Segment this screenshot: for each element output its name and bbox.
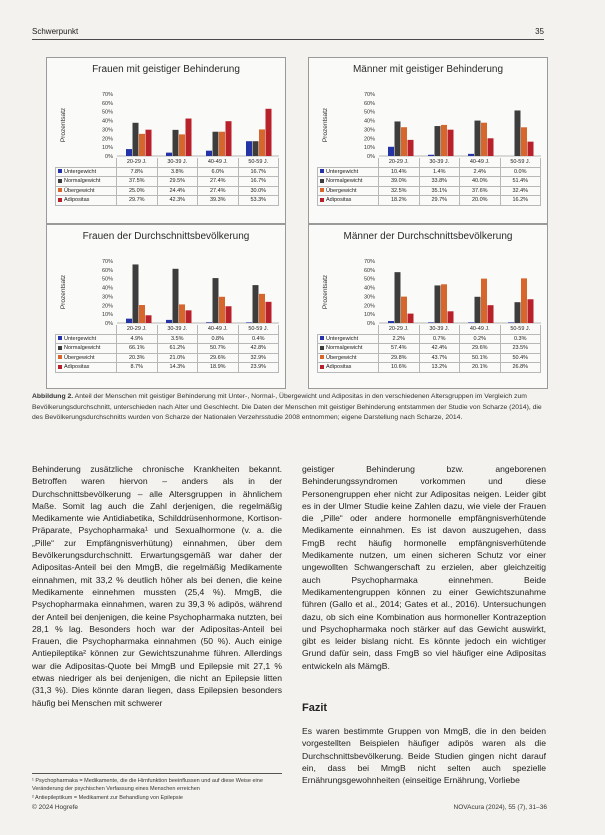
legend-label: Normalgewicht <box>326 345 363 352</box>
table-corner <box>56 158 117 167</box>
table-corner <box>318 325 379 334</box>
footer-citation: NOVAcura (2024), 55 (7), 31–36 <box>453 804 547 811</box>
y-tick-label: 60% <box>363 100 375 107</box>
footnotes <box>32 773 282 803</box>
data-label: 0.8% <box>198 334 239 344</box>
legend-swatch <box>58 198 62 202</box>
data-label: 20.1% <box>460 363 501 373</box>
data-label: 29.7% <box>117 196 158 206</box>
data-label: 61.2% <box>157 344 198 354</box>
data-label: 0.7% <box>419 334 460 344</box>
data-label: 7.8% <box>117 167 158 177</box>
data-label: 23.5% <box>500 344 541 354</box>
data-label: 0.4% <box>238 334 279 344</box>
bar-normalgewicht <box>213 132 219 156</box>
legend-label: Normalgewicht <box>64 178 101 185</box>
legend-entry <box>318 353 379 363</box>
data-label: 23.9% <box>238 363 279 373</box>
bar-untergewicht <box>468 322 474 323</box>
bar-untergewicht <box>206 151 212 156</box>
section-title: Schwerpunkt <box>32 27 79 36</box>
data-label: 37.5% <box>117 177 158 187</box>
bar-übergewicht <box>259 294 265 323</box>
legend-label: Normalgewicht <box>326 178 363 185</box>
legend-swatch <box>58 346 62 350</box>
data-label: 0.0% <box>500 167 541 177</box>
category-label: 40-49 J. <box>460 158 501 167</box>
data-label: 4.9% <box>117 334 158 344</box>
y-tick-label: 30% <box>101 127 113 134</box>
legend-entry <box>56 186 117 196</box>
bar-übergewicht <box>139 134 145 156</box>
table-row <box>56 167 279 177</box>
y-tick-label: 20% <box>363 303 375 310</box>
table-row <box>56 196 279 206</box>
data-label: 42.8% <box>238 344 279 354</box>
legend-label: Übergewicht <box>326 354 357 361</box>
bar-übergewicht <box>139 305 145 323</box>
category-label: 50-59 J. <box>238 158 279 167</box>
bar-normalgewicht <box>435 126 441 156</box>
legend-label: Übergewicht <box>326 187 357 194</box>
data-label: 16.7% <box>238 177 279 187</box>
chart-men-disability <box>308 57 548 224</box>
legend-entry <box>56 353 117 363</box>
legend-label: Normalgewicht <box>64 345 101 352</box>
legend-label: Adipositas <box>326 364 352 371</box>
data-label: 10.6% <box>379 363 420 373</box>
data-label: 29.7% <box>419 196 460 206</box>
legend-entry <box>56 177 117 187</box>
bar-übergewicht <box>401 127 407 156</box>
y-tick-label: 50% <box>101 109 113 116</box>
data-label: 42.4% <box>419 344 460 354</box>
data-label: 25.0% <box>117 186 158 196</box>
category-label: 40-49 J. <box>198 325 239 334</box>
data-label: 27.4% <box>198 186 239 196</box>
legend-entry <box>318 196 379 206</box>
bar-normalgewicht <box>475 297 481 323</box>
caption-text: Anteil der Menschen mit geistiger Behinderung mit Unter-, Normal-, Übergewicht und Adipositas in den verschiedenen Altersgruppen im Vergleich zum Bevölkerungsdurchschnitt, unterschieden nach Alter und Geschlecht. Die Daten der Menschen mit geistiger Behinderung entstammen der Studie von Scharze (2014), die des Bevölkerungsdurchschnitts wurden von Scharze der Nationalen Verzehrsstudie 2008 entnommen; eigene Darstellung nach Scharze, 2014. <box>32 393 542 421</box>
table-row <box>318 363 541 373</box>
bar-normalgewicht <box>173 269 179 323</box>
y-tick-label: 50% <box>363 276 375 283</box>
legend-label: Untergewicht <box>64 335 97 342</box>
bar-normalgewicht <box>395 272 401 323</box>
data-label: 66.1% <box>117 344 158 354</box>
legend-swatch <box>58 365 62 369</box>
bar-normalgewicht <box>395 121 401 156</box>
chart-data-table <box>55 325 279 373</box>
y-tick-label: 10% <box>363 312 375 319</box>
data-label: 10.4% <box>379 167 420 177</box>
bar-untergewicht <box>126 149 132 156</box>
table-row <box>318 344 541 354</box>
data-label: 50.7% <box>198 344 239 354</box>
bar-übergewicht <box>521 278 527 323</box>
footer-copyright: © 2024 Hogrefe <box>32 804 78 811</box>
bar-untergewicht <box>206 322 212 323</box>
legend-label: Adipositas <box>64 364 90 371</box>
bar-normalgewicht <box>253 285 259 323</box>
data-label: 33.8% <box>419 177 460 187</box>
bar-normalgewicht <box>173 130 179 156</box>
table-row <box>56 363 279 373</box>
chart-title: Frauen der Durchschnittsbevölkerung <box>82 231 250 242</box>
bar-adipositas <box>146 130 152 156</box>
data-label: 39.0% <box>379 177 420 187</box>
y-tick-label: 60% <box>101 100 113 107</box>
bar-adipositas <box>186 310 192 323</box>
data-label: 0.3% <box>500 334 541 344</box>
legend-swatch <box>320 355 324 359</box>
data-label: 27.4% <box>198 177 239 187</box>
y-tick-label: 70% <box>101 259 113 265</box>
table-row <box>318 167 541 177</box>
category-label: 50-59 J. <box>500 325 541 334</box>
bar-normalgewicht <box>435 285 441 323</box>
y-tick-label: 20% <box>101 303 113 310</box>
legend-swatch <box>320 365 324 369</box>
chart-plot <box>47 58 285 168</box>
table-row <box>56 334 279 344</box>
data-label: 13.2% <box>419 363 460 373</box>
bar-adipositas <box>528 299 534 323</box>
y-tick-label: 0% <box>105 321 113 327</box>
data-label: 40.0% <box>460 177 501 187</box>
bar-normalgewicht <box>515 302 521 323</box>
legend-label: Adipositas <box>326 197 352 204</box>
bar-übergewicht <box>481 279 487 323</box>
bar-untergewicht <box>428 155 434 156</box>
data-label: 26.8% <box>500 363 541 373</box>
legend-swatch <box>320 346 324 350</box>
section-heading-fazit: Fazit <box>302 702 328 714</box>
legend-entry <box>56 196 117 206</box>
table-row <box>318 334 541 344</box>
y-tick-label: 50% <box>363 109 375 116</box>
data-label: 53.3% <box>238 196 279 206</box>
legend-label: Adipositas <box>64 197 90 204</box>
data-label: 32.9% <box>238 353 279 363</box>
body-paragraph: Es waren bestimmte Gruppen von MmgB, die in den beiden vorgestellten Beispielen häufiger adipös waren als die Durchschnittsbevölkerung. Beide Studien gingen nicht darauf ein, dass bei MmgB nicht selten auch spezielle Ernährungsgewohnheiten (einseitige Ernährung, Vorliebe <box>302 726 546 786</box>
legend-label: Übergewicht <box>64 187 95 194</box>
footnote: ¹ Psychopharmaka = Medikamente, die die Hirnfunktion beeinflussen und auf diese Weise eine Veränderung der psychischen Verfassung eines Menschen erreichen <box>32 778 263 792</box>
bar-adipositas <box>448 311 454 323</box>
legend-swatch <box>320 336 324 340</box>
y-tick-label: 30% <box>363 294 375 301</box>
chart-men-population <box>308 224 548 389</box>
y-tick-label: 10% <box>363 145 375 152</box>
data-label: 51.4% <box>500 177 541 187</box>
data-label: 35.1% <box>419 186 460 196</box>
y-tick-label: 60% <box>363 267 375 274</box>
y-tick-label: 20% <box>101 136 113 143</box>
table-row <box>56 177 279 187</box>
bar-adipositas <box>408 314 414 323</box>
y-axis-label: Prozentsatz <box>60 107 67 143</box>
running-header <box>32 27 544 40</box>
bar-normalgewicht <box>253 141 259 156</box>
bar-übergewicht <box>179 304 185 323</box>
figure-caption <box>32 392 544 424</box>
bar-normalgewicht <box>133 123 139 156</box>
bar-adipositas <box>226 121 232 156</box>
data-label: 50.4% <box>500 353 541 363</box>
bar-übergewicht <box>219 297 225 323</box>
category-label: 20-29 J. <box>379 325 420 334</box>
bar-untergewicht <box>428 322 434 323</box>
legend-entry <box>56 167 117 177</box>
data-label: 30.0% <box>238 186 279 196</box>
y-tick-label: 30% <box>363 127 375 134</box>
body-column-right-fazit <box>302 725 546 786</box>
legend-label: Untergewicht <box>326 168 359 175</box>
table-row <box>56 353 279 363</box>
y-tick-label: 50% <box>101 276 113 283</box>
legend-label: Übergewicht <box>64 354 95 361</box>
bar-untergewicht <box>166 320 172 323</box>
bar-normalgewicht <box>475 121 481 156</box>
data-label: 29.6% <box>198 353 239 363</box>
data-label: 21.0% <box>157 353 198 363</box>
category-label: 20-29 J. <box>117 325 158 334</box>
body-paragraph: Behinderung zusätzliche chronische Krankheiten bekannt. Betroffen waren hiervon – anders als in der Durchschnittsbevölkerung – alle Altersgruppen in ähnlichem Maße. Somit lag auch die Zahl derjenigen, die regelmäßig Medikamente wie Antidiabetika, Schilddrüsenhormone, Kortison-Präparate, Psychopharmaka¹ und Sexualhormone (v. a. die „Pille“ zur Empfängnisverhütung) einnahmen, über dem Bevölkerungsdurchschnitt. Erwartungsgemäß war daher der Adipositas-Anteil bei den MmgB, die regelmäßig Medikamente einnahmen, mit 33,2 % deutlich höher als bei denen, die keine Medikamente einnehmen mussten (25,4 %). MmgB, die Psychopharmaka einnahmen, waren zu 39,3 % adipös, während der Anteil bei denjenigen, die keine Psychopharmaka nutzten, bei 28,1 % lag. Besonders hoch war der Adipositas-Anteil bei Frauen, die Psychopharmaka einnahmen (50 %). Auch einige Antiepileptika² können zur Gewichtszunahme führen. Allerdings war die Adipositas-Quote bei MmgB und Epilepsie mit 27,1 % etwas niedriger als bei denjenigen, die nicht an Epilepsie litten (31,3 %). Dies könnte daran liegen, dass Epilepsien besonders häufig bei Menschen mit schwerer <box>32 464 282 708</box>
table-corner <box>318 158 379 167</box>
body-paragraph: geistiger Behinderung bzw. angeborenen Behinderungssyndromen vorkommen und diese Personengruppen eher nicht zur Adipositas neigen. Leider gibt es in der Ulmer Studie keine Zahlen dazu, wie viele der Frauen die „Pille“ oder andere hormonelle empfängnisverhütende Medikamente einnahmen. Es ist davon auszugehen, dass FmgB recht häufig hormonelle empfängnisverhütende Medikamente nutzen, um einen sicheren Schutz vor einer ungewollten Schwangerschaft zu erzielen, aber gleichzeitig auch Psychopharmaka einnehmen. Beide Medikamentengruppen können zu einer Gewichtszunahme führen (Gallo et al., 2014; Gates et al., 2016). Untersuchungen dazu, ob sich eine Kombination aus hormoneller Kontrazeption und Psychopharmaka noch stärker auf das Gewicht auswirkt, gibt es leider bislang nicht. Es könnte jedoch ein wichtiger Grund dafür sein, dass FmgB so viel häufiger eine Adipositas entwickeln als MämgB. <box>302 464 546 671</box>
y-tick-label: 40% <box>363 285 375 292</box>
table-row <box>318 177 541 187</box>
data-label: 50.1% <box>460 353 501 363</box>
y-tick-label: 10% <box>101 312 113 319</box>
table-corner <box>56 325 117 334</box>
legend-swatch <box>320 188 324 192</box>
bar-adipositas <box>266 302 272 323</box>
y-tick-label: 70% <box>101 92 113 98</box>
legend-entry <box>318 177 379 187</box>
data-label: 1.4% <box>419 167 460 177</box>
category-label: 30-39 J. <box>157 158 198 167</box>
y-axis-label: Prozentsatz <box>322 107 329 143</box>
body-column-left <box>32 463 282 709</box>
y-axis-label: Prozentsatz <box>60 274 67 310</box>
table-row <box>318 186 541 196</box>
category-label: 40-49 J. <box>460 325 501 334</box>
data-label: 16.2% <box>500 196 541 206</box>
table-row <box>318 196 541 206</box>
data-label: 18.2% <box>379 196 420 206</box>
bar-untergewicht <box>166 153 172 156</box>
bar-adipositas <box>448 130 454 156</box>
data-label: 14.3% <box>157 363 198 373</box>
legend-swatch <box>320 198 324 202</box>
bar-normalgewicht <box>133 264 139 323</box>
legend-entry <box>318 334 379 344</box>
category-label: 30-39 J. <box>419 158 460 167</box>
legend-label: Untergewicht <box>326 335 359 342</box>
data-label: 20.3% <box>117 353 158 363</box>
bar-übergewicht <box>521 127 527 156</box>
table-row <box>56 344 279 354</box>
bar-normalgewicht <box>515 110 521 156</box>
y-tick-label: 40% <box>363 118 375 125</box>
chart-plot <box>47 225 285 335</box>
data-label: 57.4% <box>379 344 420 354</box>
legend-entry <box>56 344 117 354</box>
footnote: ² Antiepileptikum = Medikament zur Behandlung von Epilepsie <box>32 795 183 801</box>
bar-adipositas <box>488 305 494 323</box>
bar-adipositas <box>186 119 192 156</box>
bar-übergewicht <box>401 297 407 323</box>
bar-untergewicht <box>388 147 394 156</box>
bar-untergewicht <box>246 322 252 323</box>
bar-adipositas <box>146 315 152 323</box>
data-label: 16.7% <box>238 167 279 177</box>
category-label: 30-39 J. <box>157 325 198 334</box>
bar-adipositas <box>488 138 494 156</box>
bar-übergewicht <box>481 123 487 156</box>
chart-title: Männer der Durchschnittsbevölkerung <box>343 231 513 242</box>
bar-adipositas <box>266 109 272 156</box>
data-label: 29.6% <box>460 344 501 354</box>
bar-übergewicht <box>219 132 225 156</box>
bar-untergewicht <box>126 319 132 323</box>
legend-entry <box>56 334 117 344</box>
table-row <box>56 186 279 196</box>
data-label: 20.0% <box>460 196 501 206</box>
body-column-right <box>302 463 546 672</box>
data-label: 3.8% <box>157 167 198 177</box>
legend-swatch <box>58 188 62 192</box>
data-label: 29.8% <box>379 353 420 363</box>
legend-entry <box>318 363 379 373</box>
bar-übergewicht <box>441 284 447 323</box>
bar-übergewicht <box>259 129 265 156</box>
y-tick-label: 70% <box>363 92 375 98</box>
data-label: 37.6% <box>460 186 501 196</box>
category-label: 50-59 J. <box>500 158 541 167</box>
legend-swatch <box>320 169 324 173</box>
category-label: 50-59 J. <box>238 325 279 334</box>
chart-women-population <box>46 224 286 389</box>
bar-adipositas <box>226 306 232 323</box>
y-tick-label: 0% <box>105 154 113 160</box>
bar-übergewicht <box>441 125 447 156</box>
y-tick-label: 10% <box>101 145 113 152</box>
data-label: 0.2% <box>460 334 501 344</box>
table-row <box>318 353 541 363</box>
data-label: 3.5% <box>157 334 198 344</box>
bar-adipositas <box>528 142 534 156</box>
data-label: 32.4% <box>500 186 541 196</box>
legend-swatch <box>58 355 62 359</box>
data-label: 24.4% <box>157 186 198 196</box>
legend-entry <box>318 186 379 196</box>
page-number: 35 <box>535 27 544 36</box>
chart-title: Männer mit geistiger Behinderung <box>352 64 504 75</box>
data-label: 2.2% <box>379 334 420 344</box>
legend-swatch <box>58 169 62 173</box>
data-label: 8.7% <box>117 363 158 373</box>
bar-übergewicht <box>179 134 185 156</box>
bar-untergewicht <box>246 141 252 156</box>
chart-data-table <box>317 325 541 373</box>
y-tick-label: 20% <box>363 136 375 143</box>
category-label: 40-49 J. <box>198 158 239 167</box>
data-label: 43.7% <box>419 353 460 363</box>
data-label: 29.5% <box>157 177 198 187</box>
y-tick-label: 0% <box>367 321 375 327</box>
chart-plot <box>309 225 547 335</box>
legend-label: Untergewicht <box>64 168 97 175</box>
y-tick-label: 0% <box>367 154 375 160</box>
data-label: 18.9% <box>198 363 239 373</box>
y-tick-label: 60% <box>101 267 113 274</box>
legend-entry <box>56 363 117 373</box>
bar-adipositas <box>408 140 414 156</box>
y-tick-label: 40% <box>101 285 113 292</box>
legend-entry <box>318 167 379 177</box>
data-label: 6.0% <box>198 167 239 177</box>
chart-women-disability <box>46 57 286 224</box>
legend-swatch <box>320 179 324 183</box>
bar-untergewicht <box>388 321 394 323</box>
bar-untergewicht <box>468 154 474 156</box>
category-label: 20-29 J. <box>117 158 158 167</box>
chart-data-table <box>55 158 279 206</box>
data-label: 39.3% <box>198 196 239 206</box>
data-label: 2.4% <box>460 167 501 177</box>
data-label: 42.3% <box>157 196 198 206</box>
chart-title: Frauen mit geistiger Behinderung <box>92 64 240 75</box>
bar-normalgewicht <box>213 278 219 323</box>
y-tick-label: 70% <box>363 259 375 265</box>
y-axis-label: Prozentsatz <box>322 274 329 310</box>
legend-entry <box>318 344 379 354</box>
legend-swatch <box>58 179 62 183</box>
bar-untergewicht <box>508 322 514 323</box>
chart-data-table <box>317 158 541 206</box>
y-tick-label: 40% <box>101 118 113 125</box>
data-label: 32.5% <box>379 186 420 196</box>
category-label: 30-39 J. <box>419 325 460 334</box>
category-label: 20-29 J. <box>379 158 420 167</box>
y-tick-label: 30% <box>101 294 113 301</box>
chart-plot <box>309 58 547 168</box>
caption-label: Abbildung 2. <box>32 393 74 400</box>
legend-swatch <box>58 336 62 340</box>
